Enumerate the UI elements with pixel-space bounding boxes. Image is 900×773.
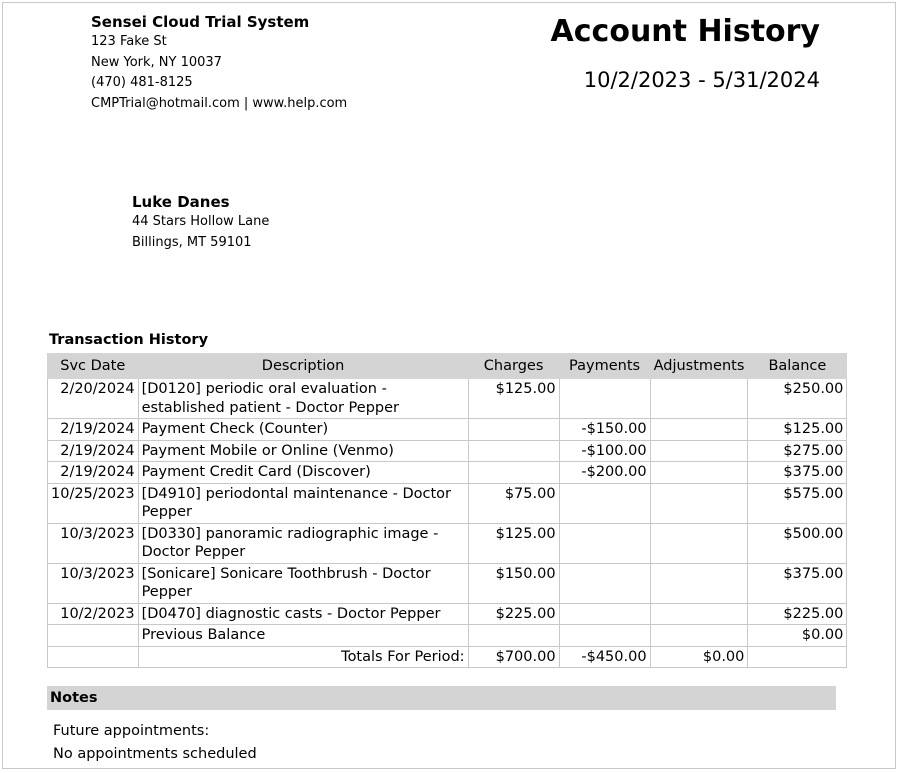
practice-name: Sensei Cloud Trial System bbox=[91, 13, 310, 31]
cell-adjustments bbox=[650, 462, 748, 484]
cell-date: 2/19/2024 bbox=[48, 419, 139, 441]
cell-payments bbox=[559, 625, 650, 647]
table-row bbox=[48, 419, 847, 441]
table-row bbox=[48, 523, 847, 563]
cell-charges bbox=[468, 419, 559, 441]
cell-payments bbox=[559, 523, 650, 563]
header-svc-date: Svc Date bbox=[48, 354, 139, 379]
cell-date: 10/3/2023 bbox=[48, 523, 139, 563]
cell-adjustments bbox=[650, 379, 748, 419]
cell-charges: $225.00 bbox=[468, 603, 559, 625]
totals-spacer-cell bbox=[48, 646, 139, 668]
cell-description: [D0470] diagnostic casts - Doctor Pepper bbox=[138, 603, 468, 625]
header-description: Description bbox=[138, 354, 468, 379]
cell-adjustments bbox=[650, 419, 748, 441]
cell-adjustments bbox=[650, 563, 748, 603]
header-charges: Charges bbox=[468, 354, 559, 379]
cell-balance: $125.00 bbox=[748, 419, 847, 441]
cell-charges: $150.00 bbox=[468, 563, 559, 603]
totals-balance bbox=[748, 646, 847, 668]
cell-balance: $575.00 bbox=[748, 483, 847, 523]
patient-city: Billings, MT 59101 bbox=[132, 234, 252, 250]
patient-street: 44 Stars Hollow Lane bbox=[132, 214, 270, 229]
cell-adjustments bbox=[650, 483, 748, 523]
header-balance: Balance bbox=[748, 354, 847, 379]
date-range: 10/2/2023 - 5/31/2024 bbox=[583, 68, 820, 92]
cell-adjustments bbox=[650, 603, 748, 625]
cell-charges bbox=[468, 440, 559, 462]
notes-line-future: Future appointments: bbox=[53, 723, 210, 739]
totals-adjustments: $0.00 bbox=[650, 646, 748, 668]
cell-charges bbox=[468, 625, 559, 647]
table-row bbox=[48, 462, 847, 484]
cell-date: 2/20/2024 bbox=[48, 379, 139, 419]
cell-charges: $75.00 bbox=[468, 483, 559, 523]
cell-description: Previous Balance bbox=[138, 625, 468, 647]
table-row bbox=[48, 379, 847, 419]
cell-charges: $125.00 bbox=[468, 523, 559, 563]
patient-name: Luke Danes bbox=[132, 193, 230, 211]
cell-payments bbox=[559, 563, 650, 603]
cell-date: 10/2/2023 bbox=[48, 603, 139, 625]
header-adjustments: Adjustments bbox=[650, 354, 748, 379]
practice-address-block bbox=[91, 12, 347, 114]
cell-payments: -$150.00 bbox=[559, 419, 650, 441]
cell-adjustments bbox=[650, 523, 748, 563]
practice-street: 123 Fake St bbox=[91, 34, 167, 49]
cell-charges: $125.00 bbox=[468, 379, 559, 419]
transaction-history-title: Transaction History bbox=[49, 332, 209, 348]
transaction-table bbox=[47, 353, 847, 668]
notes-body bbox=[53, 720, 257, 766]
cell-charges bbox=[468, 462, 559, 484]
totals-payments: -$450.00 bbox=[559, 646, 650, 668]
notes-header: Notes bbox=[47, 686, 836, 710]
practice-contact: CMPTrial@hotmail.com | www.help.com bbox=[91, 95, 348, 111]
cell-payments: -$100.00 bbox=[559, 440, 650, 462]
table-row bbox=[48, 563, 847, 603]
cell-description: [D0120] periodic oral evaluation - established patient - Doctor Pepper bbox=[138, 379, 468, 419]
cell-payments bbox=[559, 603, 650, 625]
cell-date: 2/19/2024 bbox=[48, 440, 139, 462]
table-row bbox=[48, 603, 847, 625]
totals-row bbox=[48, 646, 847, 668]
notes-line-status: No appointments scheduled bbox=[53, 746, 257, 762]
practice-city: New York, NY 10037 bbox=[91, 54, 222, 70]
cell-balance: $375.00 bbox=[748, 563, 847, 603]
cell-date: 2/19/2024 bbox=[48, 462, 139, 484]
cell-balance: $275.00 bbox=[748, 440, 847, 462]
cell-description: Payment Mobile or Online (Venmo) bbox=[138, 440, 468, 462]
cell-payments bbox=[559, 483, 650, 523]
totals-label: Totals For Period: bbox=[138, 646, 468, 668]
cell-description: Payment Check (Counter) bbox=[138, 419, 468, 441]
cell-balance: $375.00 bbox=[748, 462, 847, 484]
cell-balance: $225.00 bbox=[748, 603, 847, 625]
table-header-row bbox=[48, 354, 847, 379]
cell-payments: -$200.00 bbox=[559, 462, 650, 484]
cell-date: 10/3/2023 bbox=[48, 563, 139, 603]
cell-date: 10/25/2023 bbox=[48, 483, 139, 523]
table-row bbox=[48, 440, 847, 462]
cell-description: [D4910] periodontal maintenance - Doctor Pepper bbox=[138, 483, 468, 523]
cell-balance: $0.00 bbox=[748, 625, 847, 647]
header-payments: Payments bbox=[559, 354, 650, 379]
document-title: Account History bbox=[550, 14, 820, 49]
table-row bbox=[48, 625, 847, 647]
cell-date bbox=[48, 625, 139, 647]
patient-address-block bbox=[132, 192, 269, 253]
cell-description: [D0330] panoramic radiographic image - Doctor Pepper bbox=[138, 523, 468, 563]
practice-phone: (470) 481-8125 bbox=[91, 75, 193, 90]
cell-balance: $250.00 bbox=[748, 379, 847, 419]
cell-balance: $500.00 bbox=[748, 523, 847, 563]
cell-payments bbox=[559, 379, 650, 419]
cell-description: Payment Credit Card (Discover) bbox=[138, 462, 468, 484]
totals-charges: $700.00 bbox=[468, 646, 559, 668]
cell-description: [Sonicare] Sonicare Toothbrush - Doctor Pepper bbox=[138, 563, 468, 603]
cell-adjustments bbox=[650, 625, 748, 647]
cell-adjustments bbox=[650, 440, 748, 462]
table-row bbox=[48, 483, 847, 523]
